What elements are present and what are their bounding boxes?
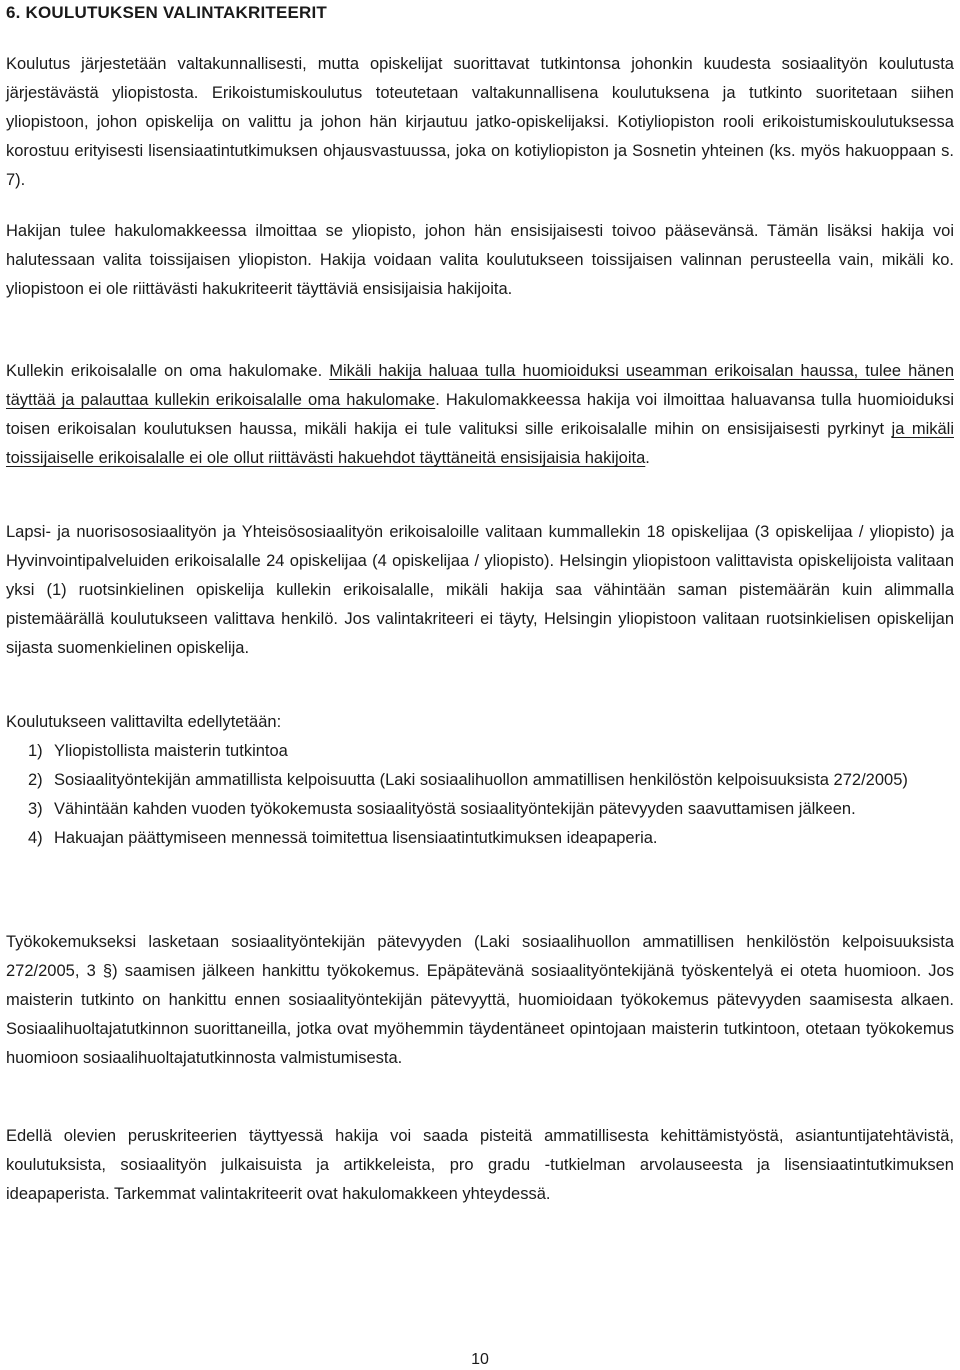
list-number: 3) (28, 800, 43, 818)
section-heading: 6. KOULUTUKSEN VALINTAKRITEERIT (6, 3, 328, 22)
paragraph-application-forms (6, 357, 954, 473)
list-number: 1) (28, 742, 43, 760)
list-item-text: Hakuajan päättymiseen mennessä toimitettua lisensiaatintutkimuksen ideapaperia. (54, 829, 658, 847)
list-item (6, 824, 954, 853)
list-item-text: Yliopistollista maisterin tutkintoa (54, 742, 288, 760)
requirements-intro: Koulutukseen valittavilta edellytetään: (6, 713, 282, 731)
page-number: 10 (471, 1351, 489, 1368)
underlined-text: Mikäli hakija haluaa tulla huomioiduksi useamman erikoisalan haussa, tulee hänen täyttää ja palauttaa kullekin erikoisalalle oma hakulomake (6, 362, 954, 409)
paragraph-additional-points: Edellä olevien peruskriteerien täyttyessä hakija voi saada pisteitä ammatillisesta kehittämistyöstä, asiantuntijatehtävistä, koulutuksista, sosiaalityön julkaisuista ja artikkeleista, pro gradu -tutkielman arvolauseesta ja lisensiaatintutkimuksen ideapaperista. Tarkemmat valintakriteerit ovat hakulomakkeen yhteydessä. (6, 1127, 954, 1203)
underlined-text: ja mikäli toissijaiselle erikoisalalle ei ole ollut riittävästi hakuehdot täyttäneitä ensisijaisia hakijoita (6, 420, 954, 467)
paragraph-student-quotas: Lapsi- ja nuorisososiaalityön ja Yhteisösosiaalityön erikoisaloille valitaan kummallekin 18 opiskelijaa (3 opiskelijaa / yliopisto) ja Hyvinvointipalveluiden erikoisalalle 24 opiskelijaa (4 opiskelijaa / yliopisto). Helsingin yliopistoon valittavista opiskelijoista valitaan yksi (1) ruotsinkielinen opiskelija kullekin erikoisalalle, mikäli hakija saa vähintään saman pistemäärän kuin alimmalla pistemäärällä koulutukseen valittava henkilö. Jos valintakriteeri ei täyty, Helsingin yliopistoon valitaan ruotsinkielisen opiskelijan sijasta suomenkielinen opiskelija. (6, 523, 954, 657)
paragraph-organisation: Koulutus järjestetään valtakunnallisesti, mutta opiskelijat suorittavat tutkintonsa johonkin kuudesta sosiaalityön koulutusta järjestävästä yliopistosta. Erikoistumiskoulutus toteutetaan valtakunnallisena koulutuksena ja tutkinto suoritetaan siihen yliopistoon, johon opiskelija on valittu ja johon hän kirjautuu jatko-opiskelijaksi. Kotiyliopiston rooli erikoistumiskoulutuksessa korostuu erityisesti lisensiaatintutkimuksen ohjausvastuussa, joka on kotiyliopiston ja Sosnetin yhteinen (ks. myös hakuoppaan s. 7). (6, 55, 954, 189)
list-number: 2) (28, 771, 43, 789)
list-item (6, 737, 954, 766)
paragraph-work-experience: Työkokemukseksi lasketaan sosiaalityöntekijän pätevyyden (Laki sosiaalihuollon ammatillisen henkilöstön kelpoisuuksista 272/2005, 3 §) saamisen jälkeen hankittu työkokemus. Epäpätevänä sosiaalityöntekijänä työskentelyä ei oteta huomioon. Jos maisterin tutkinto on hankittu ennen sosiaalityöntekijän pätevyyttä, huomioidaan työkokemus pätevyyden saamisesta alkaen. Sosiaalihuoltajatutkinnon suorittaneilla, jotka ovat myöhemmin täydentäneet opintojaan maisterin tutkintoon, otetaan työkokemus huomioon sosiaalihuoltajatutkinnosta valmistumisesta. (6, 933, 954, 1067)
text-segment: . Hakulomakkeessa hakija voi ilmoittaa haluavansa tulla huomioiduksi toisen erikoisalan koulutuksen haussa, mikäli hakija ei tule valituksi sille erikoisalalle mihin on ensisijaisesti pyrkinyt (6, 391, 954, 438)
text-segment: . (645, 449, 650, 467)
paragraph-university-choice: Hakijan tulee hakulomakkeessa ilmoittaa se yliopisto, johon hän ensisijaisesti toivoo pääsevänsä. Tämän lisäksi hakija voi halutessaan valita toissijaisen yliopiston. Hakija voidaan valita koulutukseen toissijaisen valinnan perusteella vain, mikäli ko. yliopistoon ei ole riittävästi hakukriteerit täyttäviä ensisijaisia hakijoita. (6, 222, 954, 298)
list-item-text: Vähintään kahden vuoden työkokemusta sosiaalityöstä sosiaalityöntekijän pätevyyden saavuttamisen jälkeen. (54, 800, 856, 818)
list-item (6, 766, 954, 795)
text-segment: Kullekin erikoisalalle on oma hakulomake. (6, 362, 330, 380)
list-number: 4) (28, 829, 43, 847)
requirements-list (6, 737, 954, 853)
list-item (6, 795, 954, 824)
list-item-text: Sosiaalityöntekijän ammatillista kelpoisuutta (Laki sosiaalihuollon ammatillisen henkilöstön kelpoisuuksista 272/2005) (54, 771, 908, 789)
